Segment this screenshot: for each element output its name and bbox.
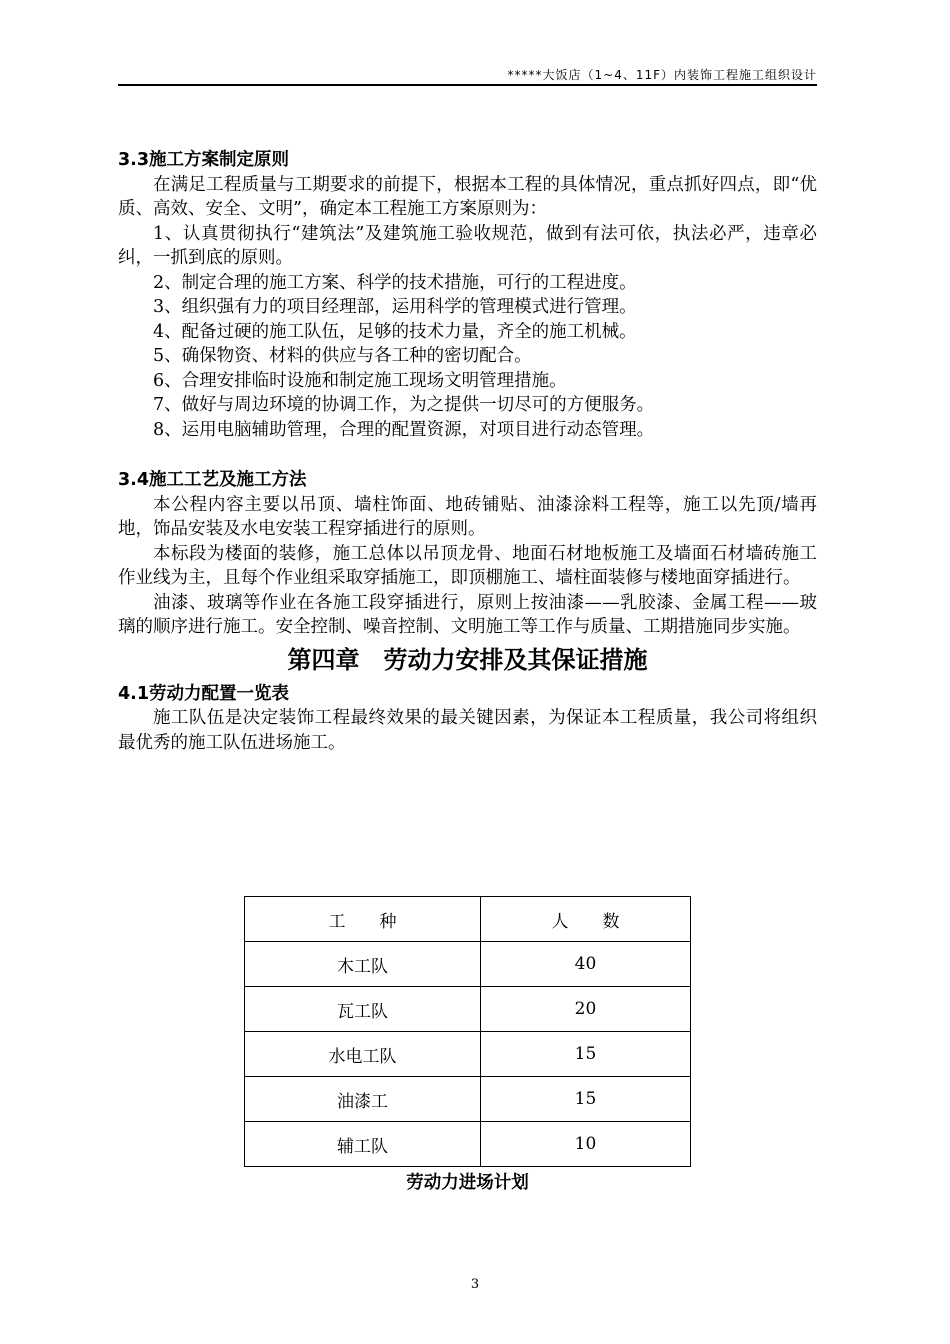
table-header-cell: 人 数 <box>481 897 691 942</box>
section-3-3-intro: 在满足工程质量与工期要求的前提下，根据本工程的具体情况，重点抓好四点，即“优质、高效、安全、文明”，确定本工程施工方案原则为： <box>118 174 817 219</box>
headcount-cell: 15 <box>481 1077 691 1122</box>
section-spacer <box>118 442 817 468</box>
trade-cell: 油漆工 <box>245 1077 481 1122</box>
method-paragraph: 本公程内容主要以吊顶、墙柱饰面、地砖铺贴、油漆涂料工程等，施工以先顶/墙再地，饰品安装及水电安装工程穿插进行的原则。 <box>118 494 817 539</box>
principle-item: 1、认真贯彻执行“建筑法”及建筑施工验收规范，做到有法可依，执法必严，违章必纠，一抓到底的原则。 <box>118 223 817 268</box>
table-header-row <box>245 897 691 942</box>
table-row <box>245 1122 691 1167</box>
chapter-4-title: 第四章 劳动力安排及其保证措施 <box>287 645 648 674</box>
section-4-1-title: 4.1劳动力配置一览表 <box>118 683 290 704</box>
headcount-cell: 40 <box>481 942 691 987</box>
section-4-1-paragraph: 施工队伍是决定装饰工程最终效果的最关键因素，为保证本工程质量，我公司将组织最优秀的施工队伍进场施工。 <box>118 708 817 753</box>
trade-cell: 辅工队 <box>245 1122 481 1167</box>
headcount-cell: 10 <box>481 1122 691 1167</box>
principle-item: 8、运用电脑辅助管理，合理的配置资源，对项目进行动态管理。 <box>153 419 655 440</box>
table-row <box>245 987 691 1032</box>
table-row <box>245 1077 691 1122</box>
method-paragraph: 油漆、玻璃等作业在各施工段穿插进行，原则上按油漆——乳胶漆、金属工程——玻璃的顺序进行施工。安全控制、噪音控制、文明施工等工作与质量、工期措施同步实施。 <box>118 592 817 637</box>
principle-item: 4、配备过硬的施工队伍，足够的技术力量，齐全的施工机械。 <box>153 321 637 342</box>
principle-item: 7、做好与周边环境的协调工作，为之提供一切尽可的方便服务。 <box>153 395 655 415</box>
section-3-4-title: 3.4施工工艺及施工方法 <box>118 470 307 490</box>
trade-cell: 木工队 <box>245 942 481 987</box>
table-row <box>245 1032 691 1077</box>
headcount-cell: 15 <box>481 1032 691 1077</box>
headcount-cell: 20 <box>481 987 691 1032</box>
page-content <box>118 148 817 755</box>
header-rule <box>118 84 817 86</box>
section-3-3-title: 3.3施工方案制定原则 <box>118 150 290 170</box>
running-header: *****大饭店（1~4、11F）内装饰工程施工组织设计 <box>507 68 817 82</box>
table-header-cell: 工 种 <box>245 897 481 942</box>
method-paragraph: 本标段为楼面的装修，施工总体以吊顶龙骨、地面石材地板施工及墙面石材墙砖施工作业线为主，且每个作业组采取穿插施工，即顶棚施工、墙柱面装修与楼地面穿插进行。 <box>118 543 817 588</box>
trade-cell: 水电工队 <box>245 1032 481 1077</box>
principle-item: 2、制定合理的施工方案、科学的技术措施，可行的工程进度。 <box>153 272 637 293</box>
principle-item: 5、确保物资、材料的供应与各工种的密切配合。 <box>153 346 532 366</box>
page-number: 3 <box>470 1277 480 1292</box>
table-row <box>245 942 691 987</box>
table-caption: 劳动力进场计划 <box>406 1173 529 1193</box>
principle-item: 6、合理安排临时设施和制定施工现场文明管理措施。 <box>153 370 567 391</box>
labor-allocation-table <box>244 896 691 1167</box>
principle-item: 3、组织强有力的项目经理部，运用科学的管理模式进行管理。 <box>153 297 637 317</box>
trade-cell: 瓦工队 <box>245 987 481 1032</box>
